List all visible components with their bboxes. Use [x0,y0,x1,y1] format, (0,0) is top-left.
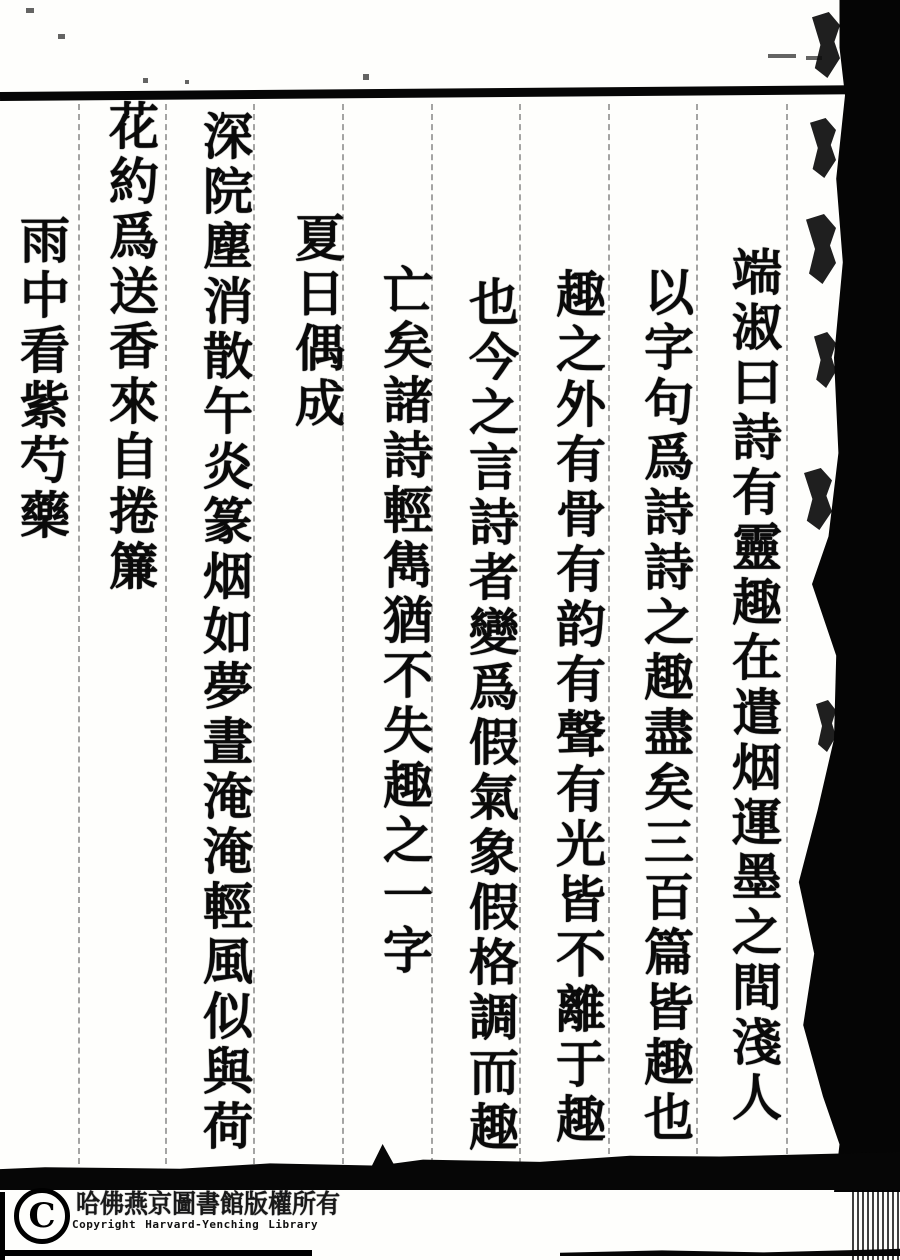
obscured-glyph-fragment [812,12,840,78]
stamp-chinese-text: 哈佛燕京圖書館版權所有 [76,1188,340,1219]
ink-speck [363,74,369,80]
obscured-glyph-fragment [806,214,836,284]
text-column-5: 亡矣諸詩輕雋猶不失趣之一字 [375,264,434,979]
page-bottom-edge-ink [560,1248,900,1256]
column-rule [165,104,167,1164]
stamp-border-bottom [0,1250,312,1256]
poem-title-yu-zhong-kan-zi-shao-yao: 雨中看紫芍藥 [12,214,71,544]
obscured-glyph-fragment [810,118,836,178]
ink-speck [26,8,34,13]
ink-dash [768,54,796,58]
ink-speck [58,34,65,39]
copyright-stamp [0,1182,340,1260]
top-frame-rule [0,85,868,101]
obscured-glyph-fragment [814,332,836,388]
gutter-ink-streaks [852,1185,900,1260]
obscured-glyph-fragment [804,468,832,530]
poem-title-xia-ri-ou-cheng: 夏日偶成 [287,212,346,432]
ink-speck [185,80,189,84]
text-column-2: 以字句爲詩詩之趣盡矣三百篇皆趣也 [636,266,695,1146]
stamp-english-text: Copyright Harvard-Yenching Library [72,1218,319,1231]
ink-speck [143,78,148,83]
text-column-3: 趣之外有骨有韵有聲有光皆不離于趣 [548,268,607,1148]
gutter-ink-band [790,0,900,1192]
copyright-symbol-icon: C [14,1188,70,1244]
text-column-8: 花約爲送香來自捲簾 [101,100,160,595]
column-rule [78,104,80,1164]
text-column-4: 也今之言詩者變爲假氣象假格調而趣 [461,276,520,1156]
text-column-1: 端淑曰詩有靈趣在遣烟運墨之間淺人 [724,246,783,1126]
text-column-7: 深院塵消散午炎篆烟如夢晝淹淹輕風似與荷 [195,110,254,1155]
